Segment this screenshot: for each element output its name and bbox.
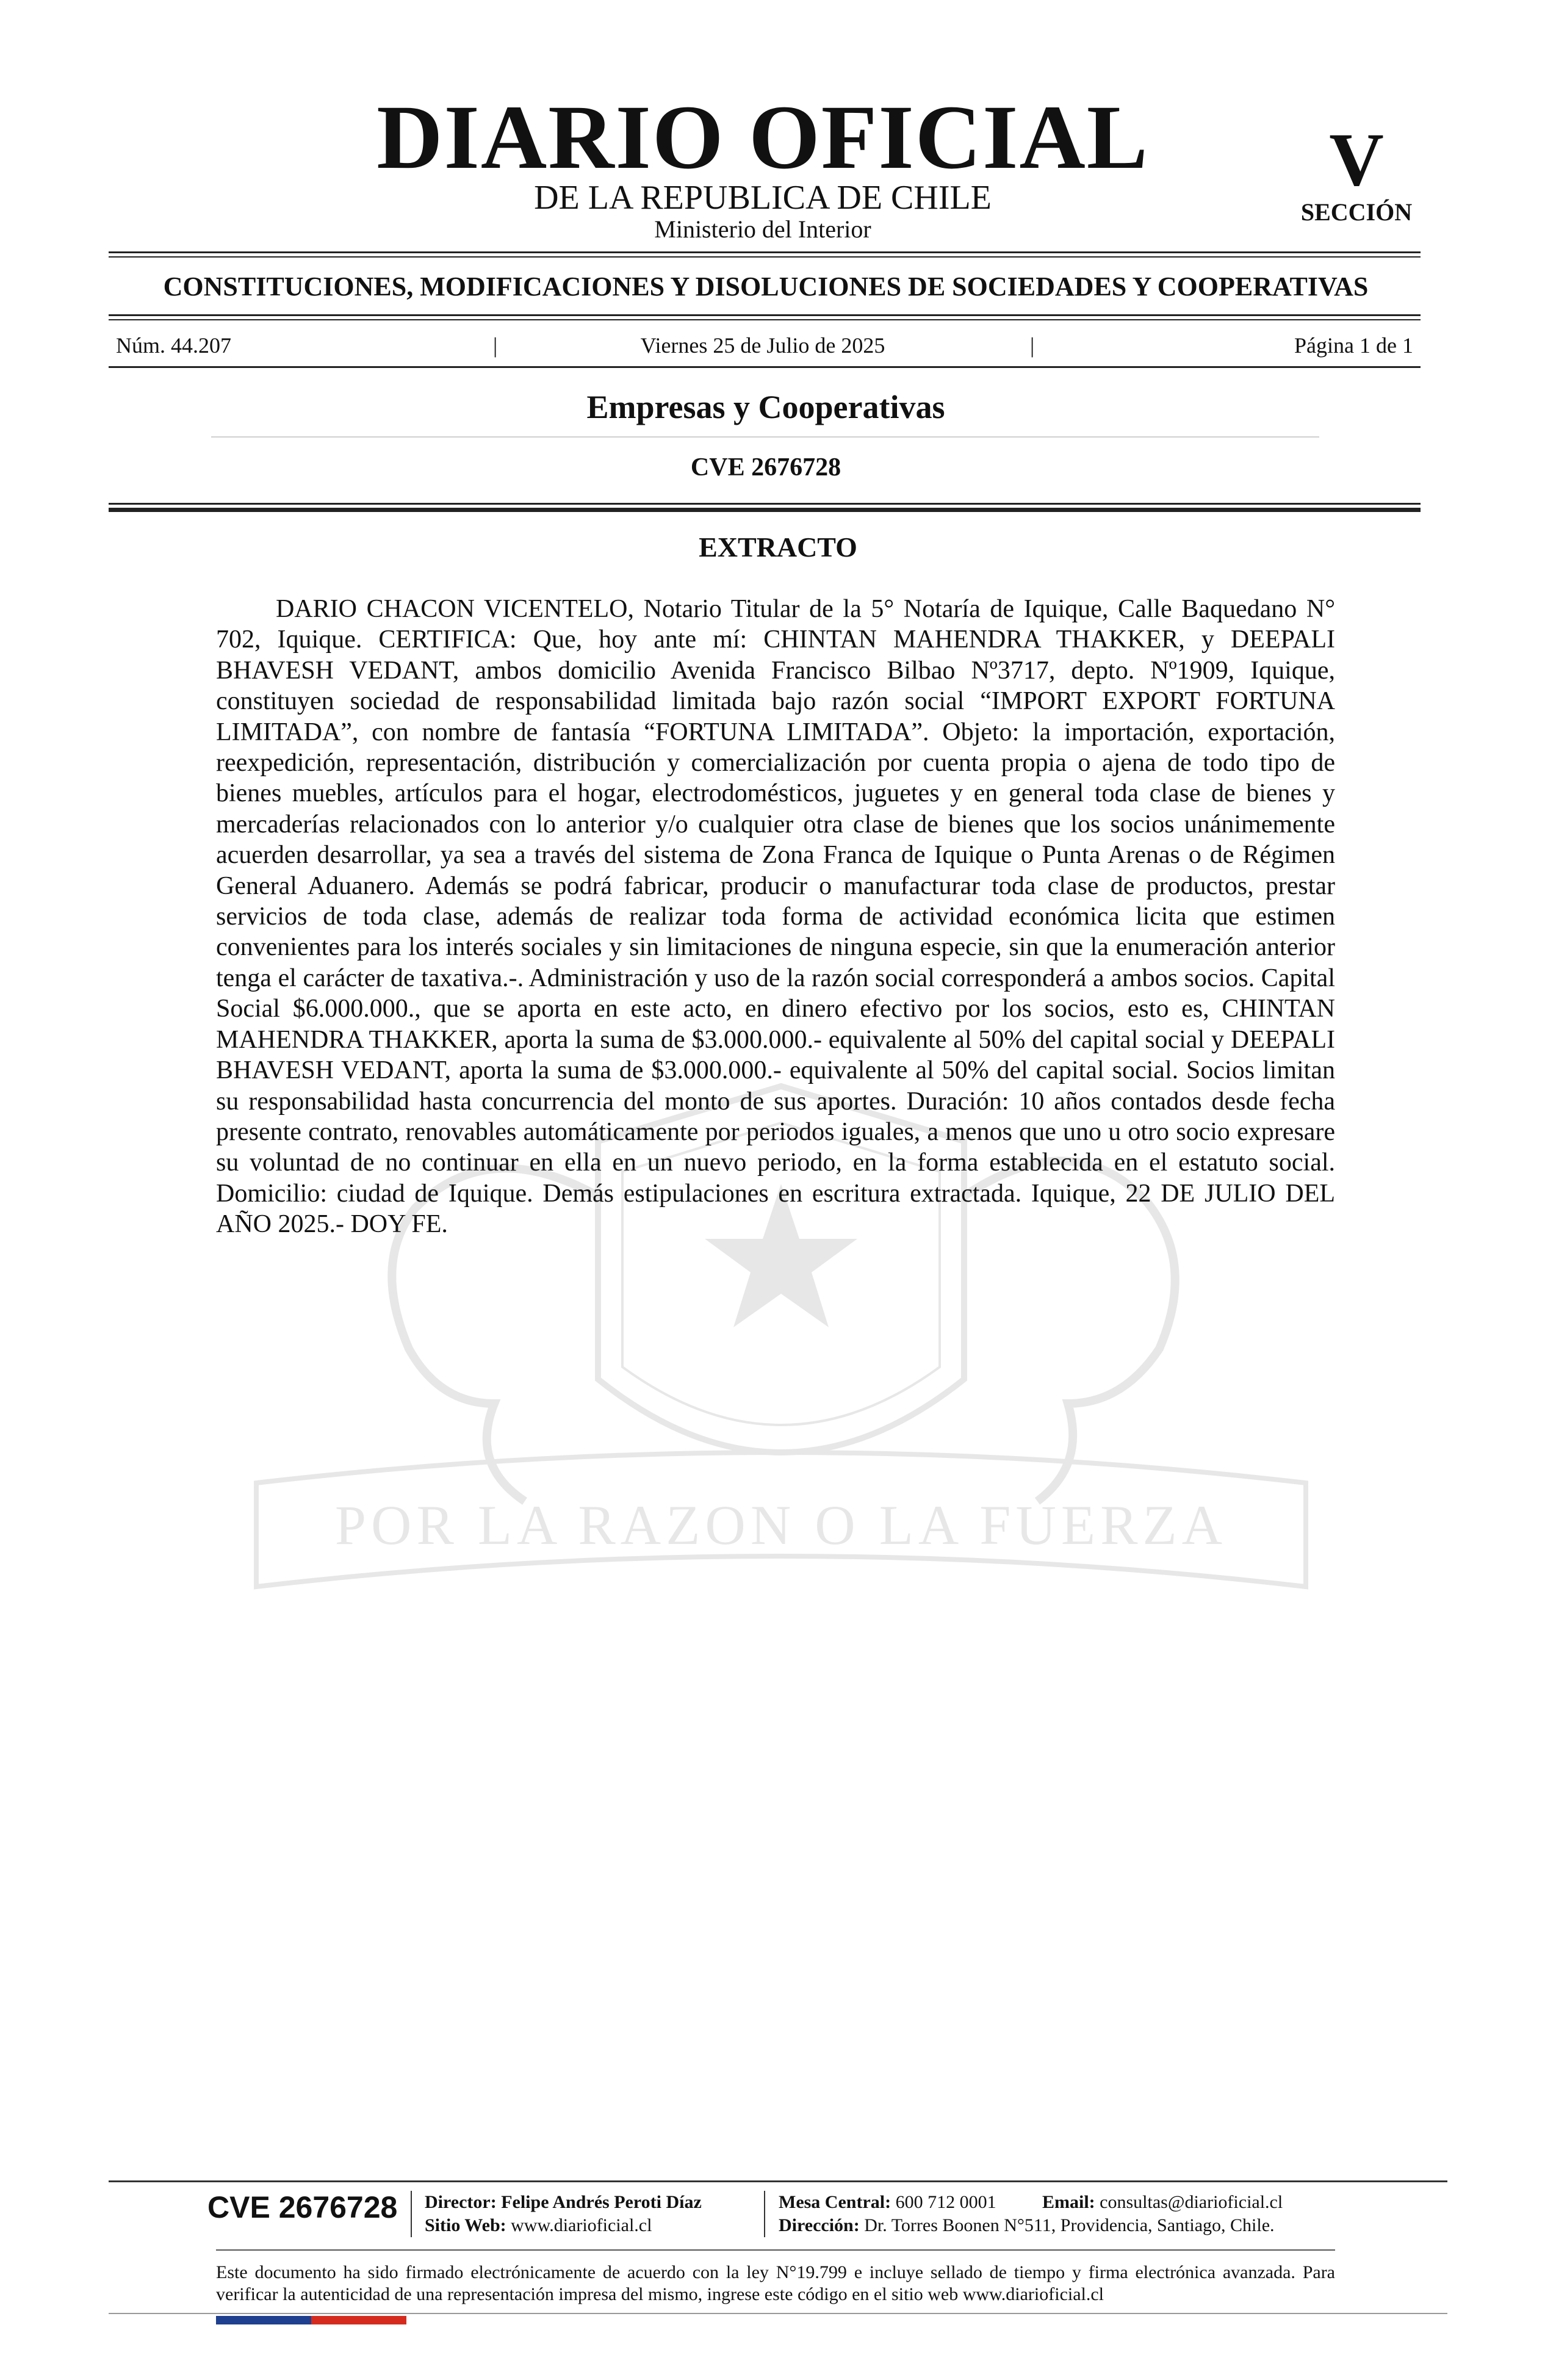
website-link[interactable]: www.diarioficial.cl [511, 2215, 652, 2235]
footer-address [779, 2216, 1275, 2235]
footer-director [425, 2193, 702, 2212]
address-label: Dirección: [779, 2215, 860, 2235]
masthead-title: DIARIO OFICIAL [376, 87, 1149, 188]
info-separator: | [493, 333, 498, 358]
address-value: Dr. Torres Boonen N°511, Providencia, Santiago, Chile. [864, 2215, 1275, 2235]
masthead-ministry: Ministerio del Interior [654, 215, 871, 243]
divider [411, 2191, 412, 2237]
director-name: Felipe Andrés Peroti Díaz [501, 2192, 702, 2212]
divider [109, 251, 1421, 253]
flag-stripe-blue [216, 2316, 311, 2324]
phone-label: Mesa Central: [779, 2192, 891, 2212]
footer-cve-code: CVE 2676728 [207, 2190, 398, 2224]
footer-website [425, 2216, 652, 2235]
divider [109, 319, 1421, 320]
divider [211, 436, 1319, 438]
category-heading: CONSTITUCIONES, MODIFICACIONES Y DISOLUCIONES DE SOCIEDADES Y COOPERATIVAS [163, 272, 1369, 301]
masthead-subtitle: DE LA REPUBLICA DE CHILE [534, 179, 992, 217]
email-label: Email: [1042, 2192, 1095, 2212]
divider [216, 2249, 1335, 2251]
issue-date: Viernes 25 de Julio de 2025 [640, 333, 885, 358]
divider [109, 503, 1421, 505]
flag-stripe-red [311, 2316, 406, 2324]
extract-title: EXTRACTO [699, 532, 857, 563]
footer-email [1042, 2193, 1283, 2212]
phone-number: 600 712 0001 [895, 2192, 996, 2212]
info-separator: | [1030, 333, 1035, 358]
divider [109, 366, 1421, 368]
divider [109, 256, 1421, 258]
section-title: Empresas y Cooperativas [586, 389, 945, 425]
page-indicator: Página 1 de 1 [1294, 333, 1413, 358]
website-label: Sitio Web: [425, 2215, 506, 2235]
director-label: Director: [425, 2192, 497, 2212]
email-link[interactable]: consultas@diarioficial.cl [1100, 2192, 1283, 2212]
divider [764, 2191, 765, 2237]
watermark-motto: POR LA RAZON O LA FUERZA [334, 1494, 1228, 1556]
divider [109, 314, 1421, 316]
footer-phone [779, 2193, 996, 2212]
extract-body: DARIO CHACON VICENTELO, Notario Titular de la 5° Notaría de Iquique, Calle Baquedano N° 702, Iquique. CERTIFICA: Que, hoy ante mí: CHINTAN MAHENDRA THAKKER, y DEEPALI BHAVESH VEDANT, ambos domicilio Avenida Francisco Bilbao Nº3717, depto. Nº1909, Iquique, constituyen sociedad de responsabilidad limitada bajo razón social “IMPORT EXPORT FORTUNA LIMITADA”, con nombre de fantasía “FORTUNA LIMITADA”. Objeto: la importación, exportación, reexpedición, representación, distribución y comercialización por cuenta propia o ajena de todo tipo de bienes muebles, artículos para el hogar, electrodomésticos, juguetes y en general toda clase de bienes y mercaderías relacionados con lo anterior y/o cualquier otra clase de bienes que los socios unánimemente acuerden desarrollar, ya sea a través del sistema de Zona Franca de Iquique o Punta Arenas o de Régimen General Aduanero. Además se podrá fabricar, producir o manufacturar toda clase de productos, prestar servicios de toda clase, además de realizar toda forma de actividad económica licita que estimen convenientes para los interés sociales y sin limitaciones de ninguna especie, sin que la enumeración anterior tenga el carácter de taxativa.-. Administración y uso de la razón social corresponderá a ambos socios. Capital Social $6.000.000., que se aporta en este acto, en dinero efectivo por los socios, esto es, CHINTAN MAHENDRA THAKKER, aporta la suma de $3.000.000.- equivalente al 50% del capital social y DEEPALI BHAVESH VEDANT, aporta la suma de $3.000.000.- equivalente al 50% del capital social. Socios limitan su responsabilidad hasta concurrencia del monto de sus aportes. Duración: 10 años contados desde fecha presente contrato, renovables automáticamente por periodos iguales, a menos que uno u otro socio expresare su voluntad de no continuar en ella en un nuevo periodo, en la forma establecida en el estatuto social. Domicilio: ciudad de Iquique. Demás estipulaciones en escritura extractada. Iquique, 22 DE JULIO DEL AÑO 2025.- DOY FE. [216, 595, 1335, 1239]
cve-code: CVE 2676728 [690, 453, 841, 481]
divider [109, 508, 1421, 512]
section-word: SECCIÓN [1300, 198, 1413, 226]
section-letter: V [1329, 118, 1384, 201]
divider [109, 2313, 1447, 2314]
legal-notice: Este documento ha sido firmado electrónicamente de acuerdo con la ley N°19.799 e incluye sellado de tiempo y firma electrónica avanzada. Para verificar la autenticidad de una representación impresa del mismo, ingrese este código en el sitio web www.diarioficial.cl [216, 2262, 1335, 2304]
issue-number: Núm. 44.207 [116, 333, 231, 358]
divider [109, 2180, 1447, 2182]
